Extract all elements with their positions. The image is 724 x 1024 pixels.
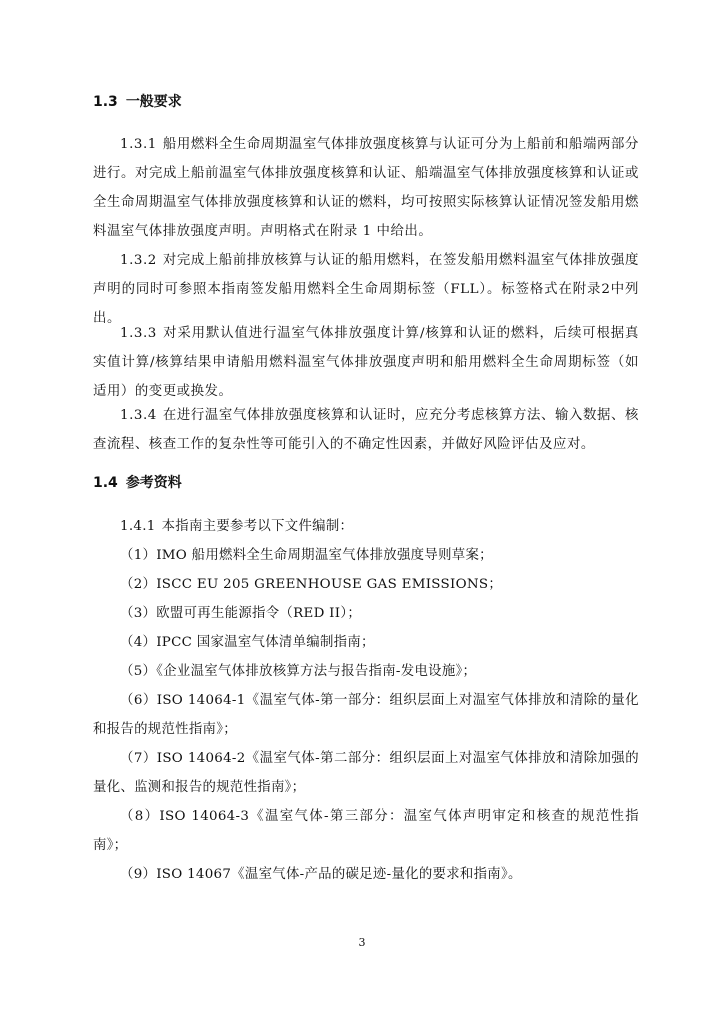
reference-intro	[93, 512, 639, 541]
page-number: 3	[358, 936, 366, 949]
paragraph-number: 1.4.1	[120, 519, 156, 534]
reference-item: （6）ISO 14064-1《温室气体-第一部分：组织层面上对温室气体排放和清除的量化和报告的规范性指南》；	[93, 693, 639, 737]
reference-item: （5）《企业温室气体排放核算方法与报告指南-发电设施》；	[120, 664, 477, 679]
paragraph-number: 1.3.4	[120, 408, 157, 423]
paragraph-number: 1.3.2	[120, 253, 157, 268]
section-number: 1.3	[93, 94, 118, 110]
reference-item: （4）IPCC 国家温室气体清单编制指南；	[120, 635, 375, 650]
reference-item: （2）ISCC EU 205 GREENHOUSE GAS EMISSIONS；	[120, 577, 503, 592]
paragraph-text: 对完成上船前排放核算与认证的船用燃料，在签发船用燃料温室气体排放强度声明的同时可参照本指南签发船用燃料全生命周期标签（FLL）。标签格式在附录2中列出。	[93, 253, 639, 326]
paragraph-text: 本指南主要参考以下文件编制：	[161, 519, 354, 534]
paragraph-number: 1.3.1	[120, 137, 157, 152]
paragraph-text: 对采用默认值进行温室气体排放强度计算/核算和认证的燃料，后续可根据真实值计算/核算结果申请船用燃料温室气体排放强度声明和船用燃料全生命周期标签（如适用）的变更或换发。	[93, 326, 639, 399]
section-1-4-heading	[93, 473, 182, 493]
section-title: 参考资料	[125, 475, 182, 491]
paragraph-number: 1.3.3	[120, 326, 157, 341]
section-1-3-heading	[93, 92, 182, 112]
reference-list	[93, 512, 639, 889]
paragraph-1-3-4	[93, 401, 639, 459]
reference-item: （1）IMO 船用燃料全生命周期温室气体排放强度导则草案；	[120, 548, 493, 563]
paragraph-1-3-3	[93, 319, 639, 406]
section-title: 一般要求	[125, 94, 182, 110]
section-number: 1.4	[93, 475, 118, 491]
reference-item: （7）ISO 14064-2《温室气体-第二部分：组织层面上对温室气体排放和清除加强的量化、监测和报告的规范性指南》；	[93, 751, 639, 795]
reference-item: （8）ISO 14064-3《温室气体-第三部分：温室气体声明审定和核查的规范性指南》；	[93, 809, 639, 853]
paragraph-text: 在进行温室气体排放强度核算和认证时，应充分考虑核算方法、输入数据、核查流程、核查工作的复杂性等可能引入的不确定性因素，并做好风险评估及应对。	[93, 408, 639, 452]
paragraph-text: 船用燃料全生命周期温室气体排放强度核算与认证可分为上船前和船端两部分进行。对完成上船前温室气体排放强度核算和认证、船端温室气体排放强度核算和认证或全生命周期温室气体排放强度核算和认证的燃料，均可按照实际核算认证情况签发船用燃料温室气体排放强度声明。声明格式在附录 1 中给出。	[93, 137, 639, 239]
reference-item: （3）欧盟可再生能源指令（RED II）；	[120, 606, 362, 621]
paragraph-1-3-1	[93, 130, 639, 246]
reference-item: （9）ISO 14067《温室气体-产品的碳足迹-量化的要求和指南》。	[120, 867, 522, 882]
